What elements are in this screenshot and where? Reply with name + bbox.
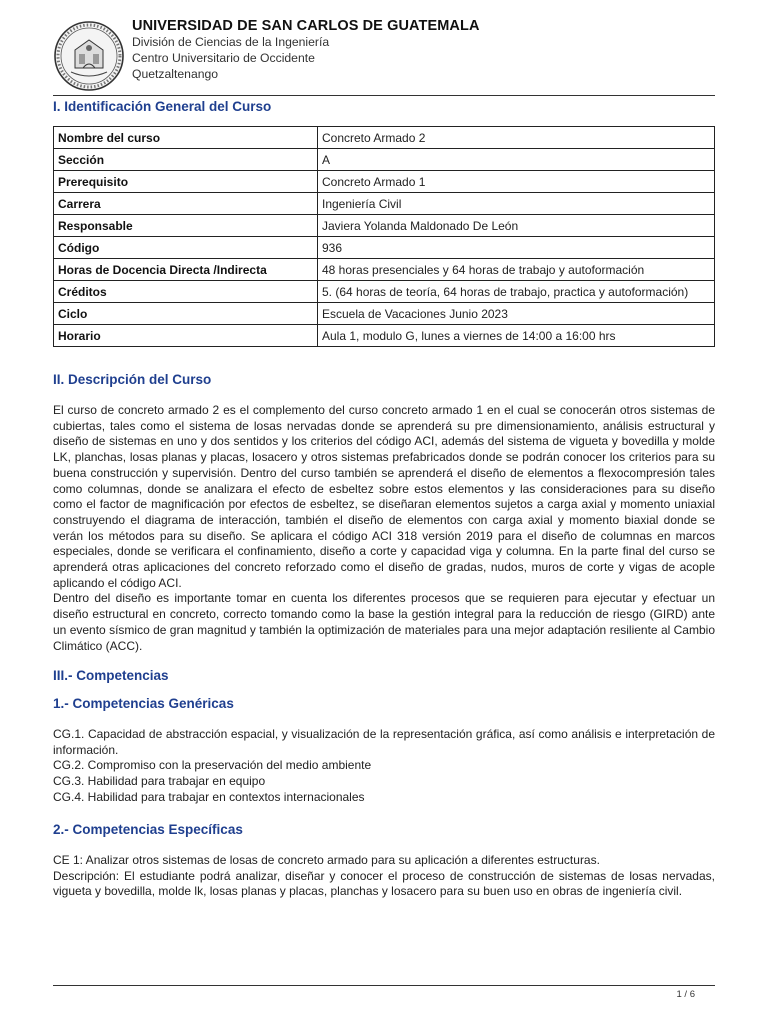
row-value: A xyxy=(318,149,715,171)
table-row xyxy=(54,149,715,171)
row-value: Ingeniería Civil xyxy=(318,193,715,215)
university-name: UNIVERSIDAD DE SAN CARLOS DE GUATEMALA xyxy=(132,18,480,34)
header-divider xyxy=(53,95,715,96)
course-description xyxy=(53,403,715,654)
row-value: 5. (64 horas de teoría, 64 horas de trabajo, practica y autoformación) xyxy=(318,281,715,303)
row-value: Concreto Armado 2 xyxy=(318,127,715,149)
generic-competencies-list xyxy=(53,727,715,806)
description-paragraph-1: El curso de concreto armado 2 es el complemento del curso concreto armado 1 en el cual se conocerán otros sistemas de cubiertas, tales como el sistema de losas nervadas donde se aprenderá su pre dimensionamiento, análisis estructural y diseño de sistemas en uno y dos sentidos y los criterios del código ACI, además del sistema de vigueta y bovedilla y molde LK, planchas, losas planas y placas, losacero y otros sistemas prefabricados donde se podrán conocer los criterios para su buena construcción y supervisión. Dentro del curso también se aprenderá el diseño de elementos a flexocompresión tales como columnas, donde se analizara el efecto de esbeltez sobre estos elementos y las consideraciones para su diseño como el factor de magnificación por efectos de esbeltez, se diseñaran elementos sujetos a carga axial y momento uniaxial construyendo el diagrama de interacción, también el diseño de elementos con carga axial y momento biaxial donde se verán los métodos para su diseño. Se aplicara el código ACI 318 versión 2019 para el diseño de columnas en marcos especiales, donde se verificara el confinamiento, diseño a corte y capacidad viga y columna. En la parte final del curso se aprenderá otras aplicaciones del concreto reforzado como el diseño de gradas, nudos, muros de corte y vigas de acople aplicando el código ACI. xyxy=(53,403,715,590)
table-row xyxy=(54,171,715,193)
row-label: Nombre del curso xyxy=(54,127,318,149)
row-value: Javiera Yolanda Maldonado De León xyxy=(318,215,715,237)
subsection-title-specific: 2.- Competencias Específicas xyxy=(53,822,243,837)
row-label: Horario xyxy=(54,325,318,347)
row-label: Sección xyxy=(54,149,318,171)
subsection-title-generic: 1.- Competencias Genéricas xyxy=(53,696,234,711)
list-item: CG.3. Habilidad para trabajar en equipo xyxy=(53,774,266,789)
footer-divider xyxy=(53,985,715,986)
section-title-description: II. Descripción del Curso xyxy=(53,372,212,387)
row-value: Concreto Armado 1 xyxy=(318,171,715,193)
page-number: 1 / 6 xyxy=(676,989,695,1000)
row-label: Carrera xyxy=(54,193,318,215)
row-label: Ciclo xyxy=(54,303,318,325)
university-seal-icon xyxy=(53,20,125,92)
list-item: CG.2. Compromiso con la preservación del medio ambiente xyxy=(53,758,372,773)
table-row xyxy=(54,259,715,281)
section-title-competencies: III.- Competencias xyxy=(53,668,169,683)
table-row xyxy=(54,127,715,149)
row-value: 48 horas presenciales y 64 horas de trabajo y autoformación xyxy=(318,259,715,281)
row-label: Horas de Docencia Directa /Indirecta xyxy=(54,259,318,281)
row-label: Créditos xyxy=(54,281,318,303)
specific-competencies xyxy=(53,853,715,900)
specific-competency-description: Descripción: El estudiante podrá analizar, diseñar y conocer el proceso de construcción de sistemas de losas nervadas, vigueta y bovedilla, molde lk, losas planas y placas, planchas y losacero para su buen uso en obras de ingeniería civil. xyxy=(53,868,715,899)
row-label: Código xyxy=(54,237,318,259)
table-row xyxy=(54,215,715,237)
row-value: Aula 1, modulo G, lunes a viernes de 14:00 a 16:00 hrs xyxy=(318,325,715,347)
document-header xyxy=(53,16,715,90)
list-item: CG.1. Capacidad de abstracción espacial, y visualización de la representación gráfica, así como análisis e interpretación de información. xyxy=(53,727,715,757)
table-row xyxy=(54,193,715,215)
city-name: Quetzaltenango xyxy=(132,67,219,81)
division-name: División de Ciencias de la Ingeniería xyxy=(132,35,330,49)
specific-competency-ce1: CE 1: Analizar otros sistemas de losas de concreto armado para su aplicación a diferentes estructuras. xyxy=(53,853,600,867)
list-item: CG.4. Habilidad para trabajar en contextos internacionales xyxy=(53,789,365,804)
center-name: Centro Universitario de Occidente xyxy=(132,51,315,65)
table-row xyxy=(54,303,715,325)
section-title-identification: I. Identificación General del Curso xyxy=(53,99,272,114)
row-label: Prerequisito xyxy=(54,171,318,193)
course-info-table xyxy=(53,126,715,347)
table-row xyxy=(54,237,715,259)
row-value: Escuela de Vacaciones Junio 2023 xyxy=(318,303,715,325)
row-value: 936 xyxy=(318,237,715,259)
table-row xyxy=(54,281,715,303)
row-label: Responsable xyxy=(54,215,318,237)
description-paragraph-2: Dentro del diseño es importante tomar en cuenta los diferentes procesos que se requieren para ejecutar y efectuar un diseño estructural en concreto, correcto tomando como la base la gestión integral para la reducción de riesgo (GIRD) ante un evento sísmico de gran magnitud y también la optimización de materiales para una mejor adaptación resiliente al Cambio Climático (ACC). xyxy=(53,591,715,653)
table-row xyxy=(54,325,715,347)
